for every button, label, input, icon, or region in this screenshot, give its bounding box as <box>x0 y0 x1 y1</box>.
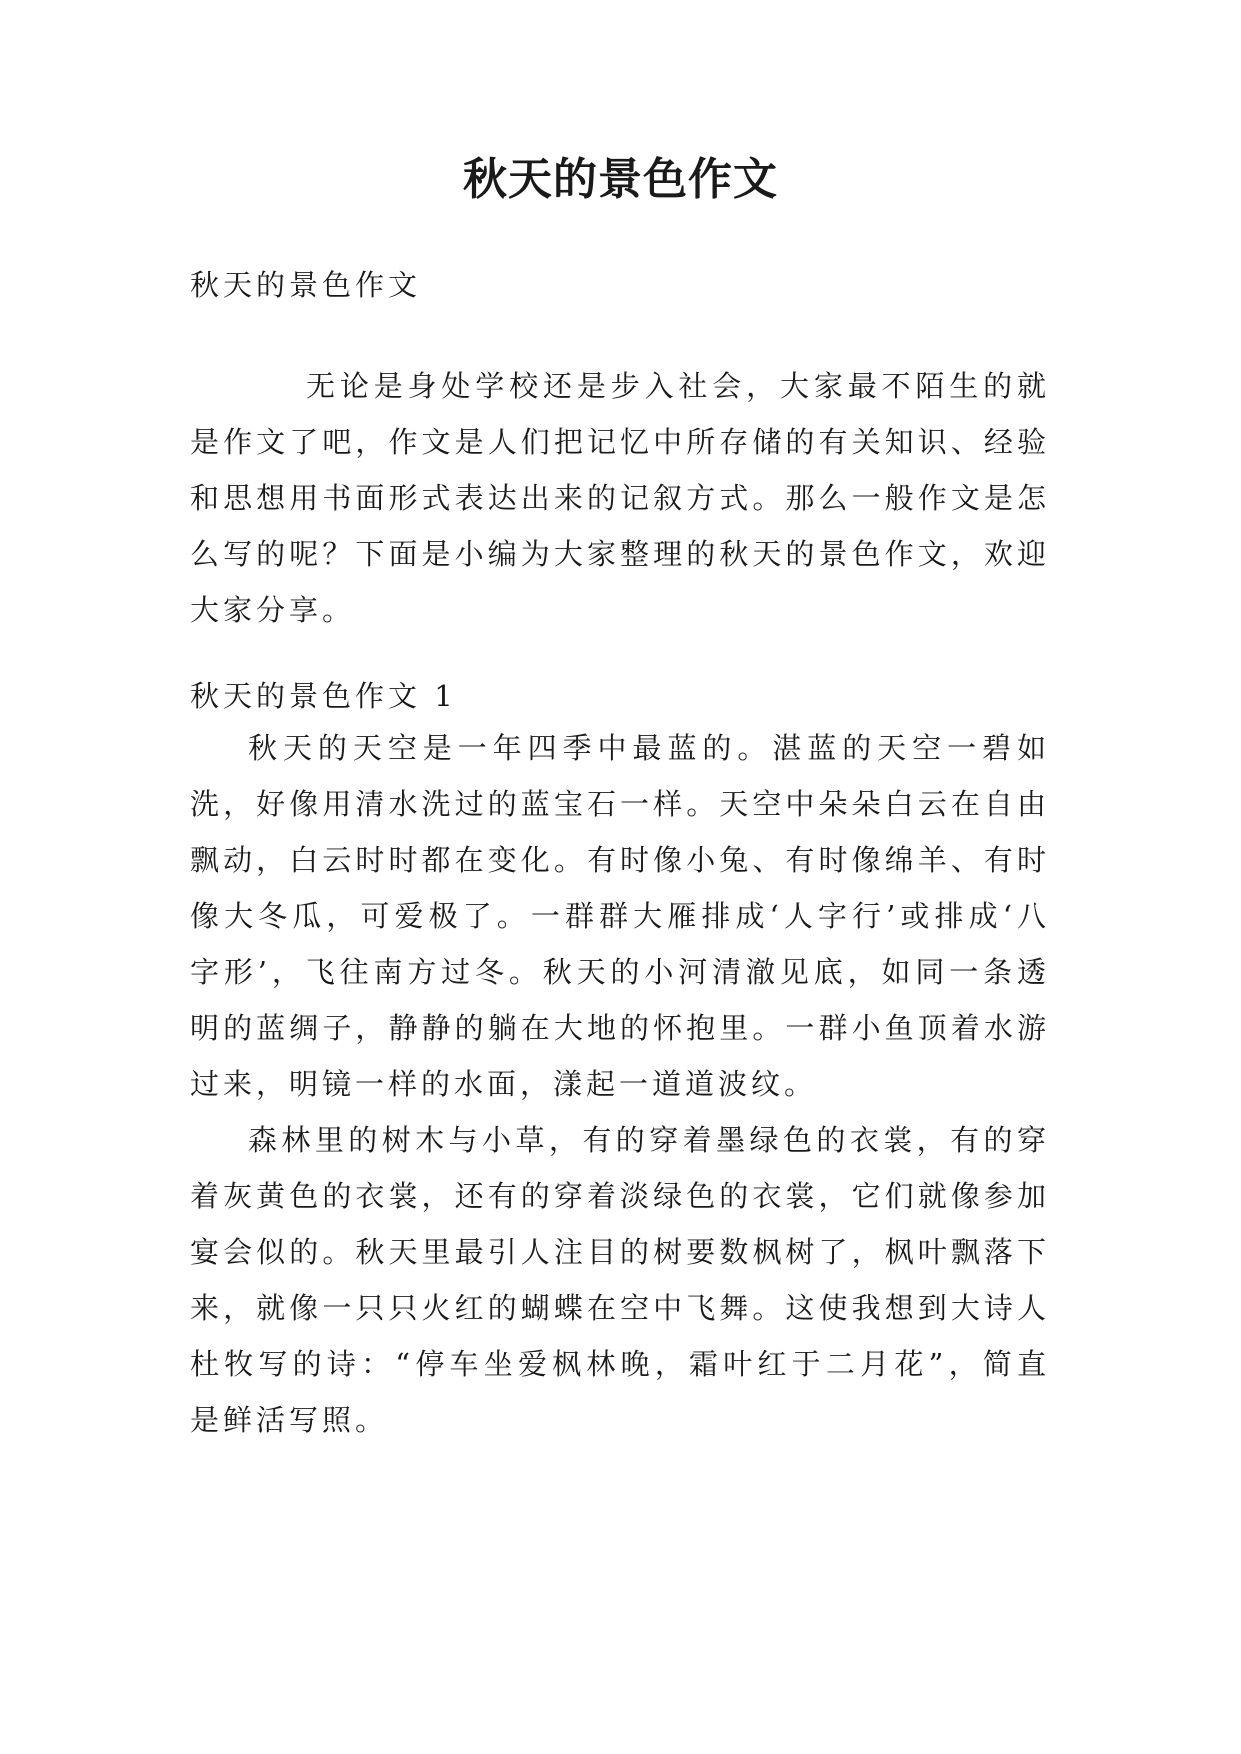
section-paragraph: 秋天的天空是一年四季中最蓝的。湛蓝的天空一碧如洗，好像用清水洗过的蓝宝石一样。天空中朵朵白云在自由飘动，白云时时都在变化。有时像小兔、有时像绵羊、有时像大冬瓜，可爱极了。一群群大雁排成‘人字行’或排成‘八字形’，飞往南方过冬。秋天的小河清澈见底，如同一条透明的蓝绸子，静静的躺在大地的怀抱里。一群小鱼顶着水游过来，明镜一样的水面，漾起一道道波纹。 <box>190 731 1050 1101</box>
intro-block <box>190 358 1050 638</box>
section-body <box>190 720 1050 1448</box>
intro-paragraph: 无论是身处学校还是步入社会，大家最不陌生的就是作文了吧，作文是人们把记忆中所存储的有关知识、经验和思想用书面形式表达出来的记叙方式。那么一般作文是怎么写的呢？下面是小编为大家整理的秋天的景色作文，欢迎大家分享。 <box>190 369 1050 627</box>
section-heading: 秋天的景色作文 1 <box>190 679 457 713</box>
document-subtitle: 秋天的景色作文 <box>190 268 422 302</box>
document-title: 秋天的景色作文 <box>463 154 778 205</box>
section-paragraph: 森林里的树木与小草，有的穿着墨绿色的衣裳，有的穿着灰黄色的衣裳，还有的穿着淡绿色的衣裳，它们就像参加宴会似的。秋天里最引人注目的树要数枫树了，枫叶飘落下来，就像一只只火红的蝴蝶在空中飞舞。这使我想到大诗人杜牧写的诗：“停车坐爱枫林晚，霜叶红于二月花”，简直是鲜活写照。 <box>190 1123 1050 1437</box>
